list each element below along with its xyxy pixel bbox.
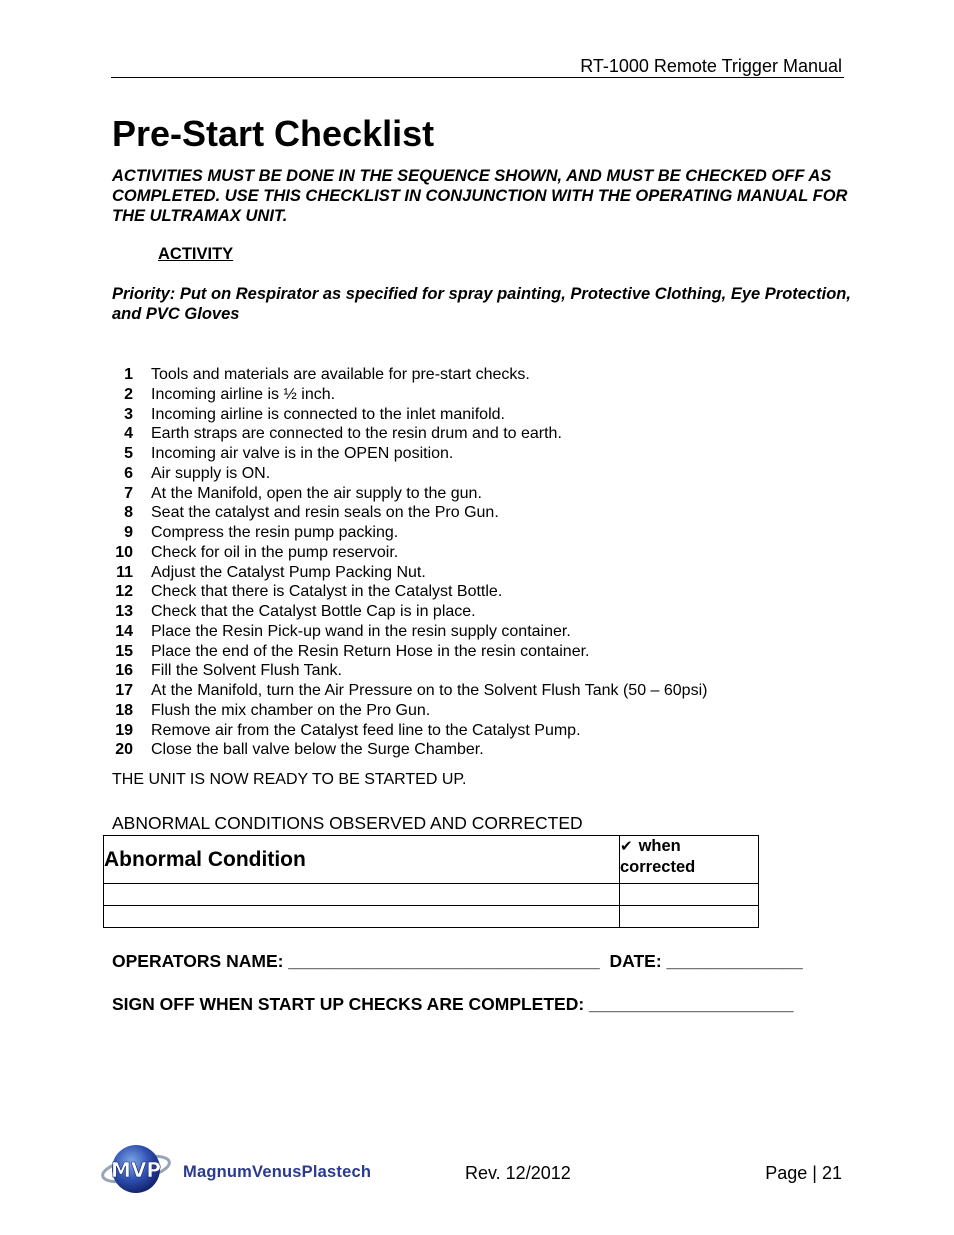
checklist-item (112, 503, 707, 523)
step-text: At the Manifold, open the air supply to the gun. (151, 484, 482, 502)
footer-revision: Rev. 12/2012 (465, 1163, 571, 1183)
logo-wordmark: MagnumVenusPlastech (183, 1163, 372, 1181)
checklist-item (112, 602, 707, 622)
instructions-text: ACTIVITIES MUST BE DONE IN THE SEQUENCE SHOWN, AND MUST BE CHECKED OFF AS COMPLETED. USE THIS CHECKLIST IN CONJUNCTION WITH THE OPERATING MANUAL FOR THE ULTRAMAX UNIT. (112, 167, 848, 225)
checklist-item (112, 582, 707, 602)
step-text: Flush the mix chamber on the Pro Gun. (151, 701, 431, 719)
step-number: 14 (115, 622, 133, 640)
footer-page-number: Page | 21 (765, 1163, 842, 1183)
step-text: Check that there is Catalyst in the Catalyst Bottle. (151, 583, 503, 601)
corrected-header-line1: when (638, 837, 681, 855)
checklist-item (112, 405, 707, 425)
corrected-cell[interactable] (620, 884, 759, 906)
step-text: Place the end of the Resin Return Hose in the resin container. (151, 642, 590, 660)
step-number: 10 (115, 543, 133, 561)
step-number: 12 (115, 583, 133, 601)
step-number: 2 (124, 385, 133, 403)
checkmark-icon: ✔ (620, 838, 633, 855)
checklist-item (112, 701, 707, 721)
step-text: Adjust the Catalyst Pump Packing Nut. (151, 563, 426, 581)
step-number: 11 (116, 563, 133, 581)
step-text: Incoming airline is ½ inch. (151, 385, 336, 403)
page-title: Pre-Start Checklist (112, 113, 435, 154)
step-number: 17 (115, 682, 133, 699)
checklist-item (112, 622, 707, 642)
checklist-item (112, 484, 707, 504)
step-text: Earth straps are connected to the resin drum and to earth. (151, 425, 562, 443)
step-text: Remove air from the Catalyst feed line to the Catalyst Pump. (151, 721, 581, 739)
abnormal-condition-column-header: Abnormal Condition (104, 836, 620, 884)
step-text: Incoming air valve is in the OPEN position. (151, 445, 454, 462)
table-header-row (104, 836, 759, 884)
step-number: 6 (124, 464, 133, 482)
step-text: Seat the catalyst and resin seals on the Pro Gun. (151, 504, 499, 522)
step-number: 4 (124, 425, 133, 443)
step-text: Tools and materials are available for pre-start checks. (151, 366, 530, 383)
step-text: Fill the Solvent Flush Tank. (151, 662, 342, 680)
header-title: RT-1000 Remote Trigger Manual (580, 56, 842, 76)
checklist-item (112, 642, 707, 662)
checklist-item (112, 424, 707, 444)
operator-name-date-field[interactable]: OPERATORS NAME: ________________________________ DATE: ______________ (112, 951, 803, 971)
step-number: 1 (124, 366, 133, 383)
step-text: Check for oil in the pump reservoir. (151, 543, 399, 561)
checklist-item (112, 523, 707, 543)
checklist-item (112, 740, 707, 760)
step-number: 3 (124, 405, 133, 423)
checklist-item (112, 543, 707, 563)
corrected-cell[interactable] (620, 906, 759, 928)
table-row (104, 884, 759, 906)
checklist-item (112, 385, 707, 405)
step-number: 19 (115, 721, 133, 739)
step-text: Close the ball valve below the Surge Chamber. (151, 741, 484, 759)
ready-statement: THE UNIT IS NOW READY TO BE STARTED UP. (112, 771, 467, 788)
step-number: 16 (115, 662, 133, 680)
abnormal-conditions-heading: ABNORMAL CONDITIONS OBSERVED AND CORRECTED (112, 813, 583, 833)
step-text: Incoming airline is connected to the inlet manifold. (151, 405, 505, 423)
checklist-item (112, 721, 707, 741)
step-text: Compress the resin pump packing. (151, 524, 399, 541)
header-rule (111, 77, 844, 78)
step-text: At the Manifold, turn the Air Pressure on to the Solvent Flush Tank (50 – 60psi) (151, 682, 708, 699)
step-number: 15 (115, 642, 133, 660)
step-number: 7 (124, 484, 133, 502)
step-number: 5 (124, 445, 133, 462)
step-number: 8 (124, 504, 133, 522)
priority-text: Priority: Put on Respirator as specified for spray painting, Protective Clothing, Eye Protection, and PVC Gloves (112, 285, 851, 323)
checklist-item (112, 464, 707, 484)
step-text: Check that the Catalyst Bottle Cap is in place. (151, 603, 476, 620)
checklist-item (112, 563, 707, 583)
step-number: 20 (115, 741, 133, 759)
checklist (112, 365, 707, 760)
checklist-item (112, 444, 707, 464)
signoff-field[interactable]: SIGN OFF WHEN START UP CHECKS ARE COMPLETED: _____________________ (112, 994, 794, 1014)
checklist-item (112, 681, 707, 701)
checklist-item (112, 365, 707, 385)
checklist-item (112, 661, 707, 681)
step-number: 9 (124, 524, 133, 541)
abnormal-condition-cell[interactable] (104, 884, 620, 906)
logo-badge-text: MVP (110, 1158, 162, 1182)
corrected-column-header (620, 836, 759, 884)
step-number: 18 (115, 701, 133, 719)
activity-heading: ACTIVITY (158, 245, 234, 263)
step-number: 13 (115, 603, 133, 620)
step-text: Place the Resin Pick-up wand in the resin supply container. (151, 622, 571, 640)
table-row (104, 906, 759, 928)
abnormal-condition-cell[interactable] (104, 906, 620, 928)
step-text: Air supply is ON. (151, 464, 271, 482)
abnormal-conditions-table (103, 835, 759, 928)
corrected-header-line2: corrected (620, 858, 696, 876)
